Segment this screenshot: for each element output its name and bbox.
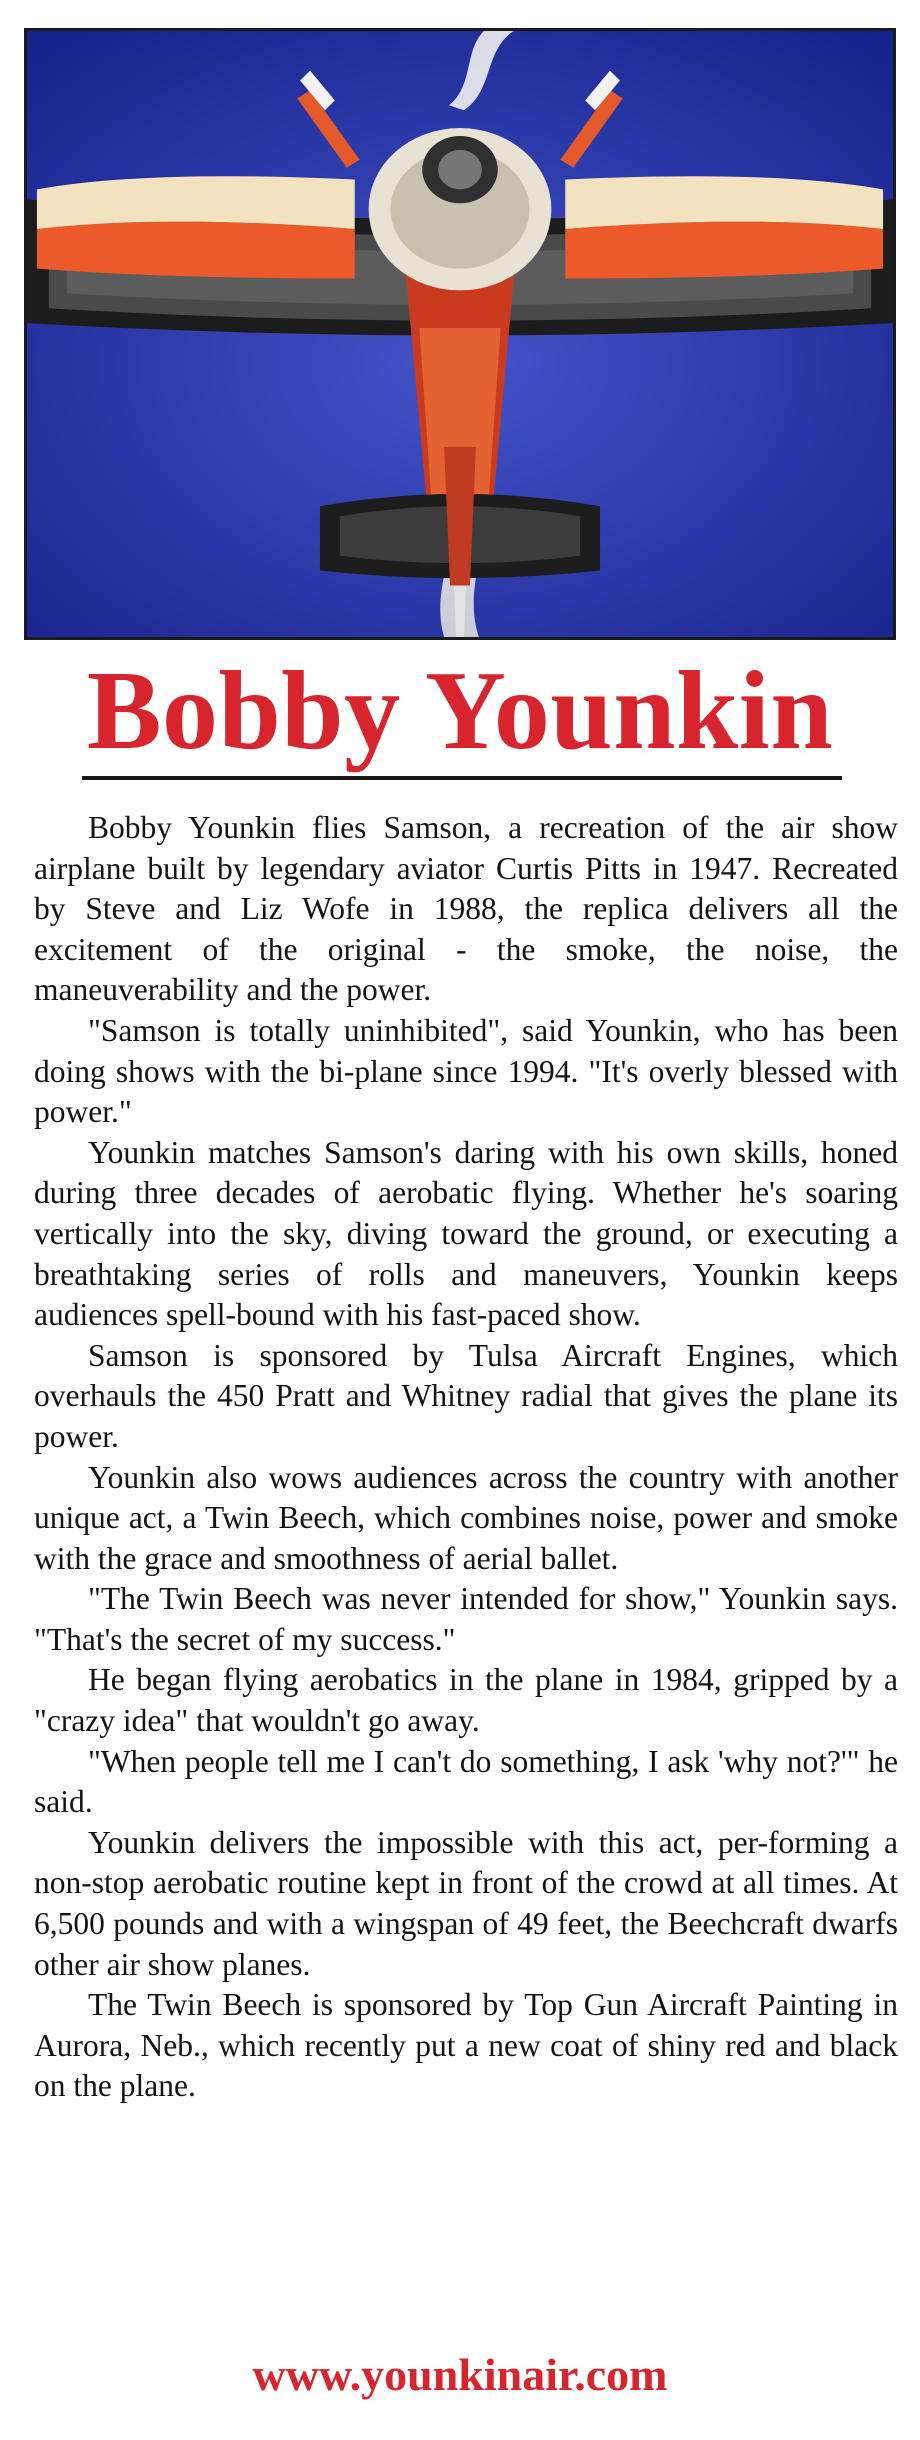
article-body [34,808,898,2107]
biplane-photo [24,28,896,640]
article-title: Bobby Younkin [86,649,834,773]
website-link[interactable]: www.younkinair.com [252,2349,668,2400]
article-paragraph: Bobby Younkin flies Samson, a recreation of the air show airplane built by legendary aviator Curtis Pitts in 1947. Recreated by Steve and Liz Wofe in 1988, the replica delivers all the excitement of the original - the smoke, the noise, the maneuverability and the power. [34,810,898,1008]
biplane-illustration [27,31,893,637]
article-paragraph: Younkin also wows audiences across the country with another unique act, a Twin Beech, which combines noise, power and smoke with the grace and smoothness of aerial ballet. [34,1459,898,1576]
article-paragraph: Younkin matches Samson's daring with his own skills, honed during three decades of aerobatic flying. Whether he's soaring vertically into the sky, diving toward the ground, or executing a breathtaking series of rolls and maneuvers, Younkin keeps audiences spell-bound with his fast-paced show. [34,1134,898,1333]
article-paragraph: "The Twin Beech was never intended for show," Younkin says. "That's the secret of my success." [34,1581,898,1657]
article-paragraph: The Twin Beech is sponsored by Top Gun Aircraft Painting in Aurora, Neb., which recently put a new coat of shiny red and black on the plane. [34,1987,898,2104]
article-paragraph: He began flying aerobatics in the plane in 1984, gripped by a "crazy idea" that wouldn't go away. [34,1662,898,1739]
article-paragraph: Younkin delivers the impossible with this act, per-forming a non-stop aerobatic routine kept in front of the crowd at all times. At 6,500 pounds and with a wingspan of 49 feet, the Beechcraft dwarfs other air show planes. [34,1824,898,1982]
article-paragraph: "Samson is totally uninhibited", said Younkin, who has been doing shows with the bi-plane since 1994. "It's overly blessed with power." [34,1012,898,1130]
article-paragraph: Samson is sponsored by Tulsa Aircraft Engines, which overhauls the 450 Pratt and Whitney radial that gives the plane its power. [34,1337,898,1454]
article-paragraph: "When people tell me I can't do something, I ask 'why not?'" he said. [34,1743,898,1820]
title-underline [82,776,842,780]
